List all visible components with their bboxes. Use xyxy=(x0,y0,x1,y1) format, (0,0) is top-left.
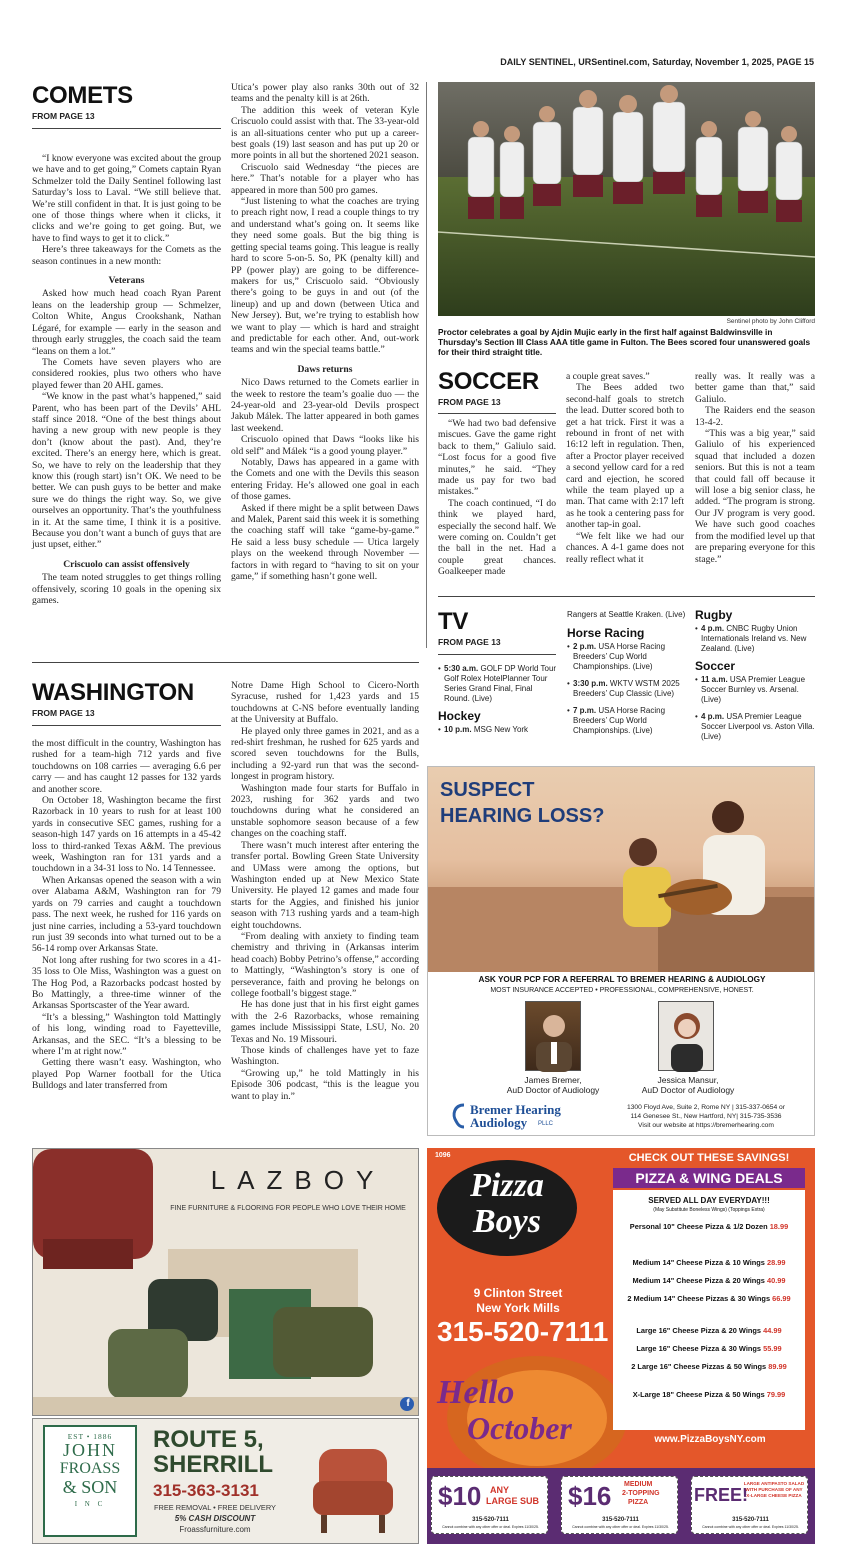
deal-item: 2 Medium 14" Cheese Pizzas & 30 Wings 66.99 xyxy=(627,1294,791,1303)
photo-credit: Sentinel photo by John Clifford xyxy=(726,318,815,325)
soccer-column-2 xyxy=(566,371,684,565)
pizza-address: 9 Clinton Street New York Mills xyxy=(473,1286,563,1315)
deal-item: X-Large 18" Cheese Pizza & 50 Wings 79.99 xyxy=(632,1390,786,1399)
deal-item: Medium 14" Cheese Pizza & 20 Wings 40.99 xyxy=(632,1276,786,1285)
paragraph: The Raiders end the season 13-4-2. xyxy=(695,405,815,428)
pizza-boys-ad[interactable] xyxy=(427,1148,815,1544)
comets-column-2 xyxy=(231,82,419,582)
tv-from-page: FROM PAGE 13 xyxy=(438,637,501,647)
coupon-medium-pizza[interactable]: $16 MEDIUM 2-TOPPING PIZZA 315-520-7111 Cannot combine with any other offer or deal. Expires 11/30/25. xyxy=(561,1476,678,1534)
paragraph: “We know in the past what’s happened,” said Parent, who has been part of the Devils’ AHL staff since 2018. “One of the best things about having a new group with new people is they don’t (know about the past). And, they’re excited. There’s an energy here, which is great. So, we have to rely on the leadership that they know this (rough start) isn’t OK. We need to be better. We can push guys to be better and make sure we do things the right way. So, we give ourselves an opportunity. That’s the youthfulness in it. At the same time, I think it is a positive. Because you don’t want a bunch of guys that are just upset, either.” xyxy=(32,391,221,551)
soccer-celebration-image xyxy=(438,82,815,316)
soccer-rule xyxy=(438,413,556,414)
paragraph: The addition this week of veteran Kyle Criscuolo could assist with that. The 33-year-old is an all-situations center who put up a career-best goals (19) last season and has put up 20 or more points in all but the shortened 2021 season. xyxy=(231,104,419,162)
hearing-website-link[interactable]: Visit our website at https://bremerhearing.com xyxy=(638,1122,774,1129)
tv-listing: • 11 a.m. USA Premier League Soccer Burnley vs. Arsenal. (Live) xyxy=(695,675,815,705)
paragraph: Criscuolo opined that Daws “looks like his old self” and Málek “is a good young player.” xyxy=(231,434,419,457)
ear-logo-icon xyxy=(450,1103,472,1129)
portrait-woman-icon xyxy=(659,1002,715,1072)
facebook-icon[interactable]: f xyxy=(406,1398,410,1409)
paragraph: “Just listening to what the coaches are trying to preach right now, I read a couple things to try and understand what’s going on. It seems like they need some goals. But the big thing is getting special teams going. This league is really hard to score 5-on-5. So, PK (penalty kill) and PP (power play) are going to be difference-makers for us,” Criscuolo said. “Obviously there’s going to be guys in and out (of the lineup) and up and down (between Utica and New Jersey). But, we’re trying to establish how we want to play — which is hard and straight and predictable for each other. And, out-work teams and win the special teams battle.” xyxy=(231,196,419,356)
paragraph: Washington made four starts for Buffalo in 2023, rushing for 362 yards and two touchdowns during what he considered an unstable sophomore season because of a few changes on the coaching staff. xyxy=(231,782,419,840)
hello-text: Hello xyxy=(437,1374,515,1411)
tv-category-soccer: Soccer xyxy=(695,659,736,673)
lazboy-ad[interactable] xyxy=(32,1148,419,1416)
section-rule xyxy=(438,596,815,597)
jessica-mansur-photo xyxy=(658,1001,714,1071)
tv-column-3 xyxy=(695,608,815,749)
pizza-boys-logo: Pizza Boys xyxy=(470,1167,544,1240)
paragraph: Getting there wasn’t easy. Washington, who played Pop Warner football for the Utica Bulldogs and later transferred from xyxy=(32,1057,221,1092)
paragraph: Utica’s power play also ranks 30th out of 32 teams and the penalty kill is at 26th. xyxy=(231,82,419,105)
tv-category-horse-racing: Horse Racing xyxy=(567,626,645,640)
paragraph: The coach continued, “I do think we played hard, especially the second half. We were coming on. Couldn’t get the ball in the net. Had a couple great chances. Goalkeeper made xyxy=(438,497,556,578)
paragraph: Not long after rushing for two scores in a 41-35 loss to Ole Miss, Washington was a guest on The Hog Pod, a Razorbacks podcast hosted by Bo Mattingly, a three-time winner of the Arkansas Sportscaster of the Year award. xyxy=(32,954,221,1012)
coupon-free-salad[interactable]: FREE! LARGE ANTIPASTO SALAD WITH PURCHASE OF ANY X-LARGE CHEESE PIZZA 315-520-7111 Cannot combine with any other offer or deal. Expires 11/30/25. xyxy=(691,1476,808,1534)
paragraph: “It’s a blessing,” Washington told Mattingly of his long, winding road to Fayetteville, Arkansas, and the SEC. “It’s a blessing to be where I’m at right now.” xyxy=(32,1011,221,1057)
comets-headline: COMETS xyxy=(32,82,133,109)
soccer-column-3 xyxy=(695,371,815,565)
armchair-image xyxy=(313,1441,393,1537)
hearing-title: SUSPECT HEARING LOSS? xyxy=(440,779,605,827)
hearing-ask-text: ASK YOUR PCP FOR A REFERRAL TO BREMER HEARING & AUDIOLOGY xyxy=(478,975,766,984)
coupon-large-sub[interactable]: $10 ANY LARGE SUB 315-520-7111 Cannot combine with any other offer or deal. Expires 11/30/25. xyxy=(431,1476,548,1534)
paragraph: “We felt like we had our chances. A 4-1 game does not really reflect what it xyxy=(566,530,684,565)
paragraph: “From dealing with anxiety to finding team chemistry and thriving in (Arkansas interim head coach) Bobby Petrino’s offense,” according to Mattingly, “Washington’s story is one of perseverance, faith and proving he belongs on college football’s biggest stage.” xyxy=(231,930,419,999)
hearing-ad[interactable] xyxy=(427,766,815,1136)
paragraph: “I know everyone was excited about the group we have and to get going,” Comets captain Ryan Schmelzer told the Daily Sentinel following last Saturday’s loss to Laval. “We still believe that. We’re still confident in that. It is just going to be one of those things where when it clicks, it clicks and we’re going to get going. But, we have to find ways to get it to click.” xyxy=(32,153,221,244)
tv-column-1 xyxy=(438,664,558,742)
page-folio: DAILY SENTINEL, URSentinel.com, Saturday, November 1, 2025, PAGE 15 xyxy=(500,57,814,67)
paragraph: “We had two bad defensive miscues. Gave the game right back to them,” Galiulo said. “Lost focus for a good five minutes,” he said. “They made us pay for two bad mistakes.” xyxy=(438,418,556,498)
paragraph: really was. It really was a better game than that,” said Galiulo. xyxy=(695,371,815,405)
tv-listing: • 3:30 p.m. WKTV WSTM 2025 Breeders’ Cup Classic (Live) xyxy=(567,679,689,699)
washington-headline: WASHINGTON xyxy=(32,679,194,706)
tv-rule xyxy=(438,654,556,655)
paragraph: Notably, Daws has appeared in a game with the Comets and one with the Devils this season entering Friday. He’s allowed one goal in each of those games. xyxy=(231,457,419,503)
paragraph: On October 18, Washington became the first Razorback in 10 years to rush for at least 100 yards in consecutive SEC games, rushing for a season-high 147 yards on 16 attempts in a 45-42 loss to third-ranked Texas A&M. The previous week, Washington ran for 131 yards and a touchdown in a 34-31 loss to No. 14 Tennessee. xyxy=(32,795,221,875)
subhead-veterans: Veterans xyxy=(108,275,145,287)
deals-menu xyxy=(613,1190,805,1430)
soccer-photo xyxy=(438,82,815,316)
bremer-logo: Bremer Hearing Audiology PLLC xyxy=(450,1101,600,1131)
comets-rule xyxy=(32,128,221,129)
paragraph: Asked if there might be a split between Daws and Malek, Parent said this week it is something the coaching staff will take “game-by-game.” He said a less busy schedule — Utica largely plays on the weekend through November — factors in with regard to “having to sit on your game,” if something hasn’t gone well. xyxy=(231,502,419,583)
deal-item: Medium 14" Cheese Pizza & 10 Wings 28.99 xyxy=(632,1258,786,1267)
soccer-headline: SOCCER xyxy=(438,368,539,395)
paragraph: the most difficult in the country, Washington has rushed for a team-high 712 yards and five touchdowns on 108 carries — averaging 6.6 per carry — and has caught 12 passes for 132 yards and another score. xyxy=(32,738,221,795)
tv-listing: • 7 p.m. USA Horse Racing Breeders’ Cup World Championships. (Live) xyxy=(567,706,689,736)
james-bremer-caption: James Bremer, AuD Doctor of Audiology xyxy=(506,1075,600,1095)
served-all-day: SERVED ALL DAY EVERYDAY!!! xyxy=(648,1196,770,1205)
paragraph: Nico Daws returned to the Comets earlier in the week to restore the team’s goalie duo — the 24-year-old and 23-year-old Devils prospect Jakub Málek. The latter appeared in both games last weekend. xyxy=(231,377,419,434)
portrait-man-icon xyxy=(526,1002,582,1072)
paragraph: The team noted struggles to get things rolling offensively, scoring 10 goals in the opening six games. xyxy=(32,572,221,607)
paragraph: a couple great saves.” xyxy=(566,371,650,382)
james-bremer-photo xyxy=(525,1001,581,1071)
froass-free-delivery: FREE REMOVAL • FREE DELIVERY xyxy=(154,1503,276,1512)
washington-column-1 xyxy=(32,738,221,1092)
tv-listing: • 10 p.m. MSG New York xyxy=(438,725,558,735)
paragraph: The Comets have seven players who are considered rookies, plus two others who have played fewer than 20 AHL games. xyxy=(32,356,221,391)
tv-listing: • 4 p.m. CNBC Rugby Union Internationals Ireland vs. New Zealand. (Live) xyxy=(695,624,815,654)
section-rule xyxy=(32,662,419,663)
froass-location: ROUTE 5, SHERRILL xyxy=(153,1426,273,1478)
october-text: October xyxy=(467,1410,572,1446)
froass-ad[interactable] xyxy=(32,1418,419,1544)
substitute-note: (May Substitute Boneless Wings) (Toppings Extra) xyxy=(653,1207,765,1213)
washington-rule xyxy=(32,725,221,726)
subhead-criscuolo: Criscuolo can assist offensively xyxy=(63,558,190,570)
lazboy-logo: LAZBOY xyxy=(210,1165,386,1195)
paragraph: Here’s three takeaways for the Comets as the season continues in a new month: xyxy=(32,244,221,267)
paragraph: There wasn’t much interest after entering the transfer portal. Bowling Green State University and UMass were among the options, but Washington ended up at New Mexico State University. He played 12 games and made four starts for the Aggies, and finished his junior season with 713 rushing yards and a team-high eight touchdowns. xyxy=(231,839,419,931)
tv-headline: TV xyxy=(438,608,469,635)
comets-from-page: FROM PAGE 13 xyxy=(32,111,95,121)
ad-number: 1096 xyxy=(435,1152,451,1159)
deal-item: Large 16" Cheese Pizza & 20 Wings 44.99 xyxy=(636,1326,782,1335)
soccer-from-page: FROM PAGE 13 xyxy=(438,397,501,407)
froass-phone[interactable]: 315-363-3131 xyxy=(153,1481,259,1500)
pizza-website[interactable]: www.PizzaBoysNY.com xyxy=(654,1434,766,1445)
photo-caption: Proctor celebrates a goal by Ajdin Mujic early in the first half against Baldwinsville in Thursday’s Section III Class AAA title game in Fulton. The Bees scored four unanswered goals for their third straight title. xyxy=(438,327,811,357)
hearing-insurance-text: MOST INSURANCE ACCEPTED • PROFESSIONAL, COMPREHENSIVE, HONEST. xyxy=(490,987,754,994)
tv-listing-continued: Rangers at Seattle Kraken. (Live) xyxy=(567,610,686,619)
column-divider xyxy=(426,82,427,648)
lazboy-tagline: FINE FURNITURE & FLOORING FOR PEOPLE WHO LOVE THEIR HOME xyxy=(170,1205,406,1212)
froass-website[interactable]: Froassfurniture.com xyxy=(179,1525,251,1534)
free-salad-terms: LARGE ANTIPASTO SALAD WITH PURCHASE OF ANY X-LARGE CHEESE PIZZA xyxy=(743,1481,805,1498)
tv-category-rugby: Rugby xyxy=(695,608,733,622)
soccer-column-1 xyxy=(438,418,556,578)
paragraph: Those kinds of challenges have yet to faze Washington. xyxy=(231,1045,419,1068)
paragraph: Notre Dame High School to Cicero-North Syracuse, rushed for 1,423 yards and 15 touchdowns at C-NS before eventually landing at the University at Buffalo. xyxy=(231,680,419,726)
tv-category-hockey: Hockey xyxy=(438,709,481,723)
tv-listing: • 4 p.m. USA Premier League Soccer Liverpool vs. Aston Villa. (Live) xyxy=(695,712,815,742)
tv-listing: • 2 p.m. USA Horse Racing Breeders’ Cup World Championships. (Live) xyxy=(567,642,689,672)
paragraph: “This was a big year,” said Galiulo of his experienced squad that included a dozen seniors. But this is not a team that could fall off because it will lose a big senior class, he added. “The program is strong. Our JV program is very good. We have such good coaches from the modified level up that are preparing everyone for this stage.” xyxy=(695,428,815,565)
washington-column-2 xyxy=(231,680,419,1102)
tv-listing: • 5:30 a.m. GOLF DP World Tour Golf Rolex HotelPlanner Tour Series Grand Final, Final Round. (Live) xyxy=(438,664,558,704)
savings-banner: CHECK OUT THESE SAVINGS! xyxy=(628,1152,790,1164)
froass-logo: EST • 1886 JOHN FROASS & SON I N C xyxy=(43,1425,137,1537)
paragraph: He has done just that in his first eight games with the 2-6 Razorbacks, whose remaining games include Mississippi State, LSU, No. 20 Texas and No. 19 Missouri. xyxy=(231,999,419,1045)
paragraph: The Bees added two second-half goals to stretch the lead. Dutter scored both to get a hat trick. First it was a rebound in front of net with 16:12 left in regulation. Then, after a Proctor player received a second yellow card for a red card and ejection, he scored while the team played up a man. That came with 2:17 left as he took a centering pass for another tap-in goal. xyxy=(566,382,684,531)
subhead-daws: Daws returns xyxy=(297,363,353,375)
hearing-addresses: 1300 Floyd Ave, Suite 2, Rome NY | 315-337-0654 or 114 Genesee St., New Hartford, NY| 315-735-3536 Visit our website at https://bremerhearing.com xyxy=(600,1103,812,1130)
paragraph: He played only three games in 2021, and as a red-shirt freshman, he rushed for 625 yards and scored seven touchdowns for the Bulls, including a 92-yard run that was the second-longest in program history. xyxy=(231,725,419,783)
paragraph: “Growing up,” he told Mattingly in his Episode 306 podcast, “this is the league you want to play in.” xyxy=(231,1067,419,1102)
froass-discount: 5% CASH DISCOUNT xyxy=(174,1514,256,1523)
deal-item: Large 16" Cheese Pizza & 30 Wings 55.99 xyxy=(636,1344,782,1353)
paragraph: Asked how much head coach Ryan Parent leans on the leadership group — Schmelzer, Colton White, Angus Crookshank, Nathan Légaré, for example — early in the season and through early struggles, the coach said the team “leans on them a lot.” xyxy=(32,288,221,357)
tv-column-2 xyxy=(567,610,689,743)
jessica-mansur-caption: Jessica Mansur, AuD Doctor of Audiology xyxy=(641,1075,735,1095)
paragraph: When Arkansas opened the season with a win over Alabama A&M, Washington ran for 79 yards on 79 carries and caught a touchdown pass. The next week, he rushed for 116 yards on just nine carries, including a 53-yard touchdown run just 39 seconds into what turned out to be a 56-14 romp over Arkansas State. xyxy=(32,874,221,955)
comets-column-1 xyxy=(32,153,221,606)
deal-item: 2 Large 16" Cheese Pizzas & 50 Wings 89.99 xyxy=(631,1362,787,1371)
paragraph: Criscuolo said Wednesday “the pieces are here.” That’s notable for a player who has appeared in more than 500 pro games. xyxy=(231,161,419,196)
pizza-phone[interactable]: 315-520-7111 xyxy=(437,1316,609,1347)
deals-banner: PIZZA & WING DEALS xyxy=(613,1168,805,1188)
washington-from-page: FROM PAGE 13 xyxy=(32,708,95,718)
deal-item: Personal 10" Cheese Pizza & 1/2 Dozen 18.99 xyxy=(629,1222,789,1231)
